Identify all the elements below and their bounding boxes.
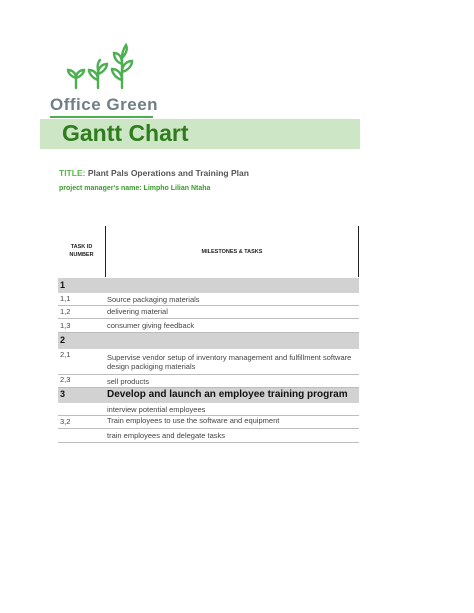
table-header bbox=[58, 226, 359, 277]
office-green-logo bbox=[50, 40, 160, 120]
task-name: delivering material bbox=[107, 307, 168, 316]
task-table bbox=[58, 278, 359, 443]
table-row bbox=[58, 361, 359, 375]
project-manager bbox=[59, 185, 210, 192]
task-name: consumer giving feedback bbox=[107, 321, 195, 330]
table-row bbox=[58, 375, 359, 388]
title-banner bbox=[40, 119, 360, 149]
table-row bbox=[58, 293, 359, 306]
page-title: Gantt Chart bbox=[62, 120, 189, 146]
task-id: 2,3 bbox=[60, 375, 71, 384]
logo-underline bbox=[50, 116, 153, 118]
table-row bbox=[58, 349, 359, 361]
task-name: interview potential employees bbox=[107, 405, 206, 414]
task-id: 1,1 bbox=[60, 294, 71, 303]
table-row bbox=[58, 319, 359, 333]
task-id: 3,2 bbox=[60, 417, 71, 426]
project-manager-label: project manager's name: bbox=[59, 185, 142, 192]
task-name: design packiging materials bbox=[107, 362, 196, 371]
project-title-label: TITLE: bbox=[59, 168, 86, 178]
phase-row bbox=[58, 388, 359, 403]
task-id: 3 bbox=[60, 389, 66, 399]
logo-text: Office Green bbox=[50, 95, 159, 114]
phase-row bbox=[58, 333, 359, 349]
plant-sprouts-icon bbox=[64, 40, 144, 92]
task-name: Train employees to use the software and equipment bbox=[107, 416, 280, 425]
table-row bbox=[58, 429, 359, 443]
task-name: Supervise vendor setup of inventory management and fulfillment software bbox=[107, 353, 352, 362]
task-id: 2,1 bbox=[60, 350, 71, 359]
table-row bbox=[58, 415, 359, 429]
table-row bbox=[58, 403, 359, 415]
task-name: sell products bbox=[107, 377, 150, 386]
task-id: 1,3 bbox=[60, 321, 71, 330]
task-id: 1,2 bbox=[60, 307, 71, 316]
header-milestones: MILESTONES & TASKS bbox=[106, 226, 359, 277]
phase-row bbox=[58, 278, 359, 293]
task-id: 2 bbox=[60, 335, 66, 345]
task-name: Develop and launch an employee training program bbox=[107, 389, 348, 400]
task-name: Source packaging materials bbox=[107, 295, 200, 304]
project-manager-value: Limpho Lilian Ntaha bbox=[143, 185, 211, 192]
task-name: train employees and delegate tasks bbox=[107, 431, 225, 440]
project-title-value: Plant Pals Operations and Training Plan bbox=[87, 168, 249, 178]
project-title bbox=[59, 168, 249, 178]
header-task-id: TASK ID NUMBER bbox=[58, 226, 106, 277]
table-row bbox=[58, 306, 359, 319]
task-id: 1 bbox=[60, 280, 66, 290]
